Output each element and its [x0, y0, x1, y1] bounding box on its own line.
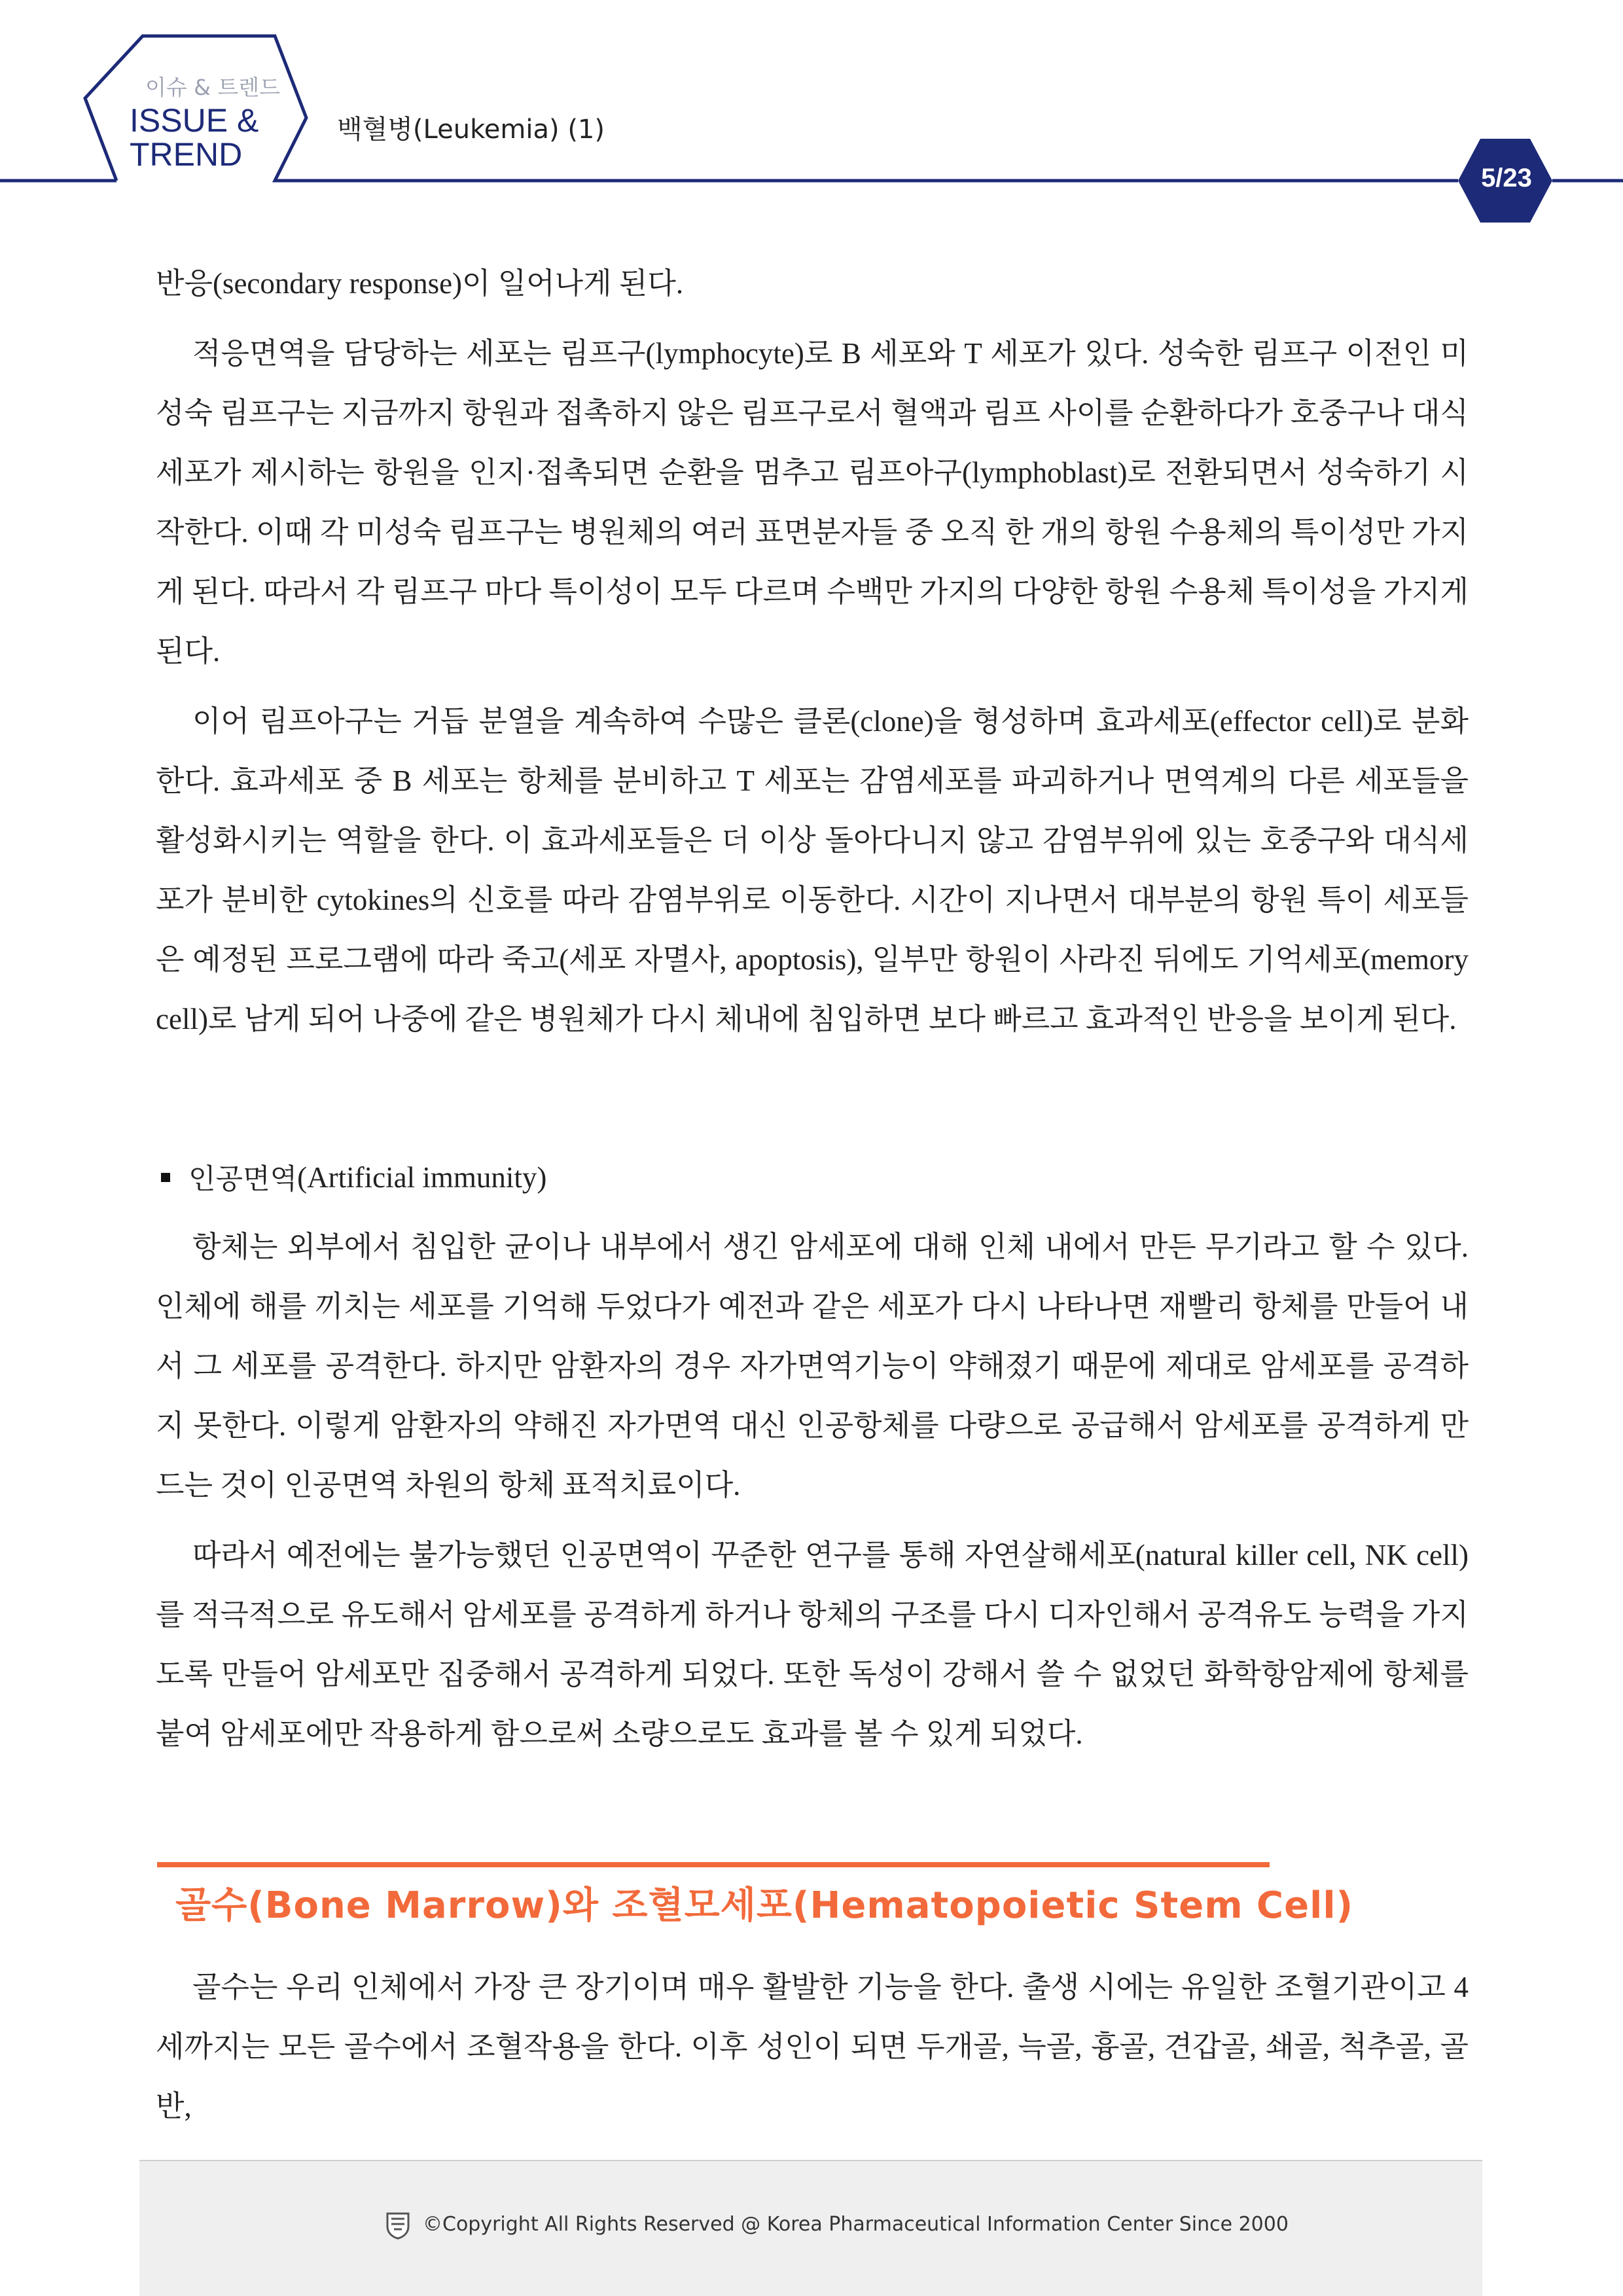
- section-rule: [157, 1862, 1270, 1867]
- paragraph: 반응(secondary response)이 일어나게 된다.: [156, 267, 684, 300]
- paragraph: 적응면역을 담당하는 세포는 림프구(lymphocyte)로 B 세포와 T 세포가 있다. 성숙한 림프구 이전인 미성숙 림프구는 지금까지 항원과 접촉하지 않은 림프구로서 혈액과 림프 사이를 순환하다가 호중구나 대식세포가 제시하는 항원을 인지·접촉되면 순환을 멈추고 림프아구(lymphoblast)로 전환되면서 성숙하기 시작한다. 이때 각 미성숙 림프구는 병원체의 여러 표면분자들 중 오직 한 개의 항원 수용체의 특이성만 가지게 된다. 따라서 각 림프구 마다 특이성이 모두 다르며 수백만 가지의 다양한 항원 수용체 특이성을 가지게 된다.: [156, 337, 1469, 668]
- logo-korean: 이슈 & 트렌드: [145, 75, 281, 100]
- paragraph: 이어 림프아구는 거듭 분열을 계속하여 수많은 클론(clone)을 형성하며 효과세포(effector cell)로 분화한다. 효과세포 중 B 세포는 항체를 분비하고 T 세포는 감염세포를 파괴하거나 면역계의 다른 세포들을 활성화시키는 역할을 한다. 이 효과세포들은 더 이상 돌아다니지 않고 감염부위에 있는 호중구와 대식세포가 분비한 cytokines의 신호를 따라 감염부위로 이동한다. 시간이 지나면서 대부분의 항원 특이 세포들은 예정된 프로그램에 따라 죽고(세포 자멸사, apoptosis), 일부만 항원이 사라진 뒤에도 기억세포(memory cell)로 남게 되어 나중에 같은 병원체가 다시 체내에 침입하면 보다 빠르고 효과적인 반응을 보이게 된다.: [156, 705, 1469, 1035]
- page-number: 5/23: [1481, 164, 1532, 192]
- logo-line-2: TREND: [130, 136, 243, 173]
- paragraph: 골수는 우리 인체에서 가장 큰 장기이며 매우 활발한 기능을 한다. 출생 시에는 유일한 조혈기관이고 4세까지는 모든 골수에서 조혈작용을 한다. 이후 성인이 되면 두개골, 늑골, 흉골, 견갑골, 쇄골, 척추골, 골반,: [156, 1971, 1469, 2123]
- logo-english: [130, 103, 260, 171]
- bullet-label-korean: 인공면역: [188, 1163, 298, 1196]
- issue-trend-badge-outline: [85, 36, 1458, 181]
- page-header: [0, 0, 1623, 229]
- paragraph: 따라서 예전에는 불가능했던 인공면역이 꾸준한 연구를 통해 자연살해세포(natural killer cell, NK cell)를 적극적으로 유도해서 암세포를 공격하게 하거나 항체의 구조를 다시 디자인해서 공격유도 능력을 가지도록 만들어 암세포만 집중해서 공격하게 되었다. 또한 독성이 강해서 쓸 수 없었던 화학항암제에 항체를 붙여 암세포에만 작용하게 함으로써 소량으로도 효과를 볼 수 있게 되었다.: [156, 1539, 1469, 1750]
- shield-logo-icon: [385, 2211, 411, 2240]
- bullet-item-artificial-immunity: [156, 1147, 1469, 1207]
- paragraph: 항체는 외부에서 침입한 균이나 내부에서 생긴 암세포에 대해 인체 내에서 만든 무기라고 할 수 있다. 인체에 해를 끼치는 세포를 기억해 두었다가 예전과 같은 세포가 다시 나타나면 재빨리 항체를 만들어 내서 그 세포를 공격한다. 하지만 암환자의 경우 자가면역기능이 약해졌기 때문에 제대로 암세포를 공격하지 못한다. 이렇게 암환자의 약해진 자가면역 대신 인공항체를 다량으로 공급해서 암세포를 공격하게 만드는 것이 인공면역 차원의 항체 표적치료이다.: [156, 1230, 1469, 1501]
- bullet-square-icon: [161, 1173, 170, 1182]
- document-title: 백혈병(Leukemia) (1): [337, 115, 605, 145]
- main-content: [156, 254, 1469, 2136]
- section-heading: 골수(Bone Marrow)와 조혈모세포(Hematopoietic Stem Cell): [175, 1884, 1354, 1927]
- bullet-label-english: (Artificial immunity): [297, 1160, 547, 1194]
- logo-line-1: ISSUE &: [130, 102, 259, 139]
- footer-copyright: ©Copyright All Rights Reserved @ Korea Pharmaceutical Information Center Since 2000: [423, 2213, 1289, 2236]
